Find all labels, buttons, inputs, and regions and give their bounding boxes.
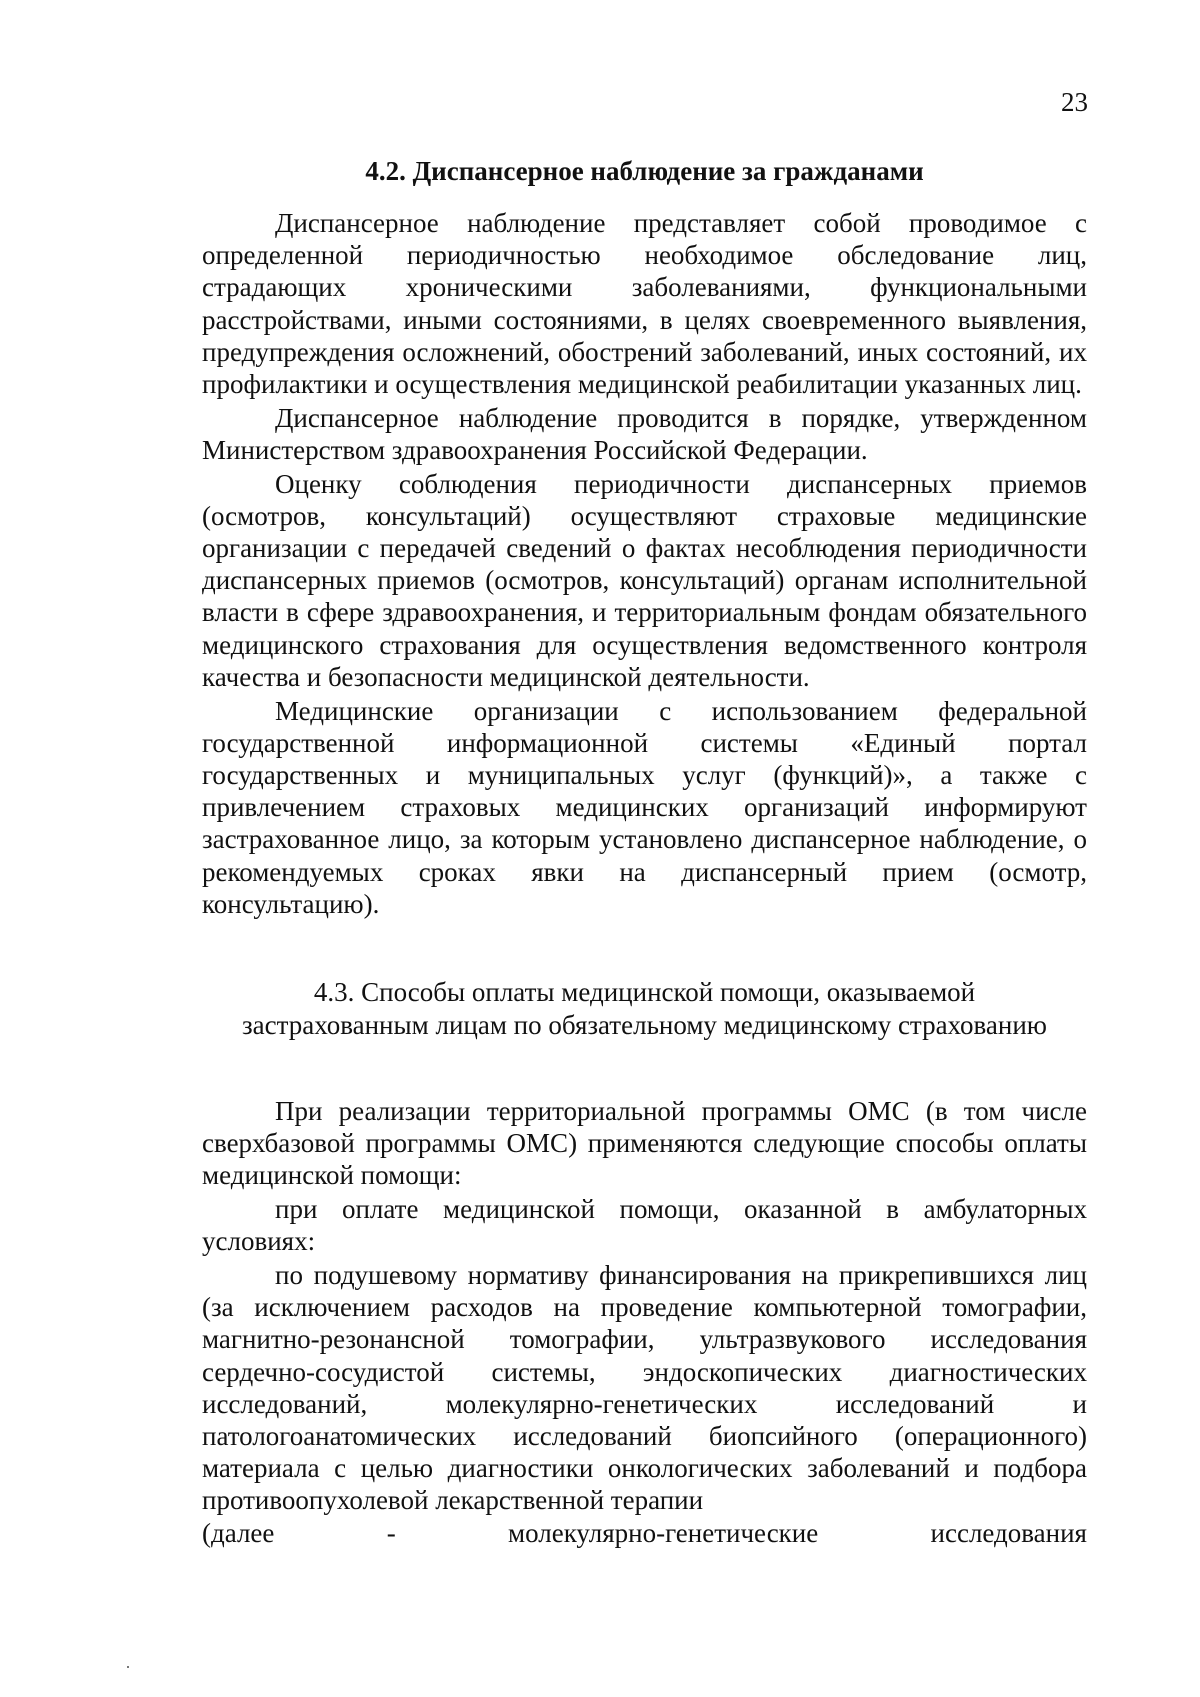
paragraph-payment-methods-intro: При реализации территориальной программы ОМС (в том числе сверхбазовой программы ОМС) применяются следующие способы оплаты медицинской помощи:: [202, 1095, 1087, 1191]
section-heading-4-3-line-1: 4.3. Способы оплаты медицинской помощи, оказываемой: [313, 976, 976, 1007]
scan-speck: [127, 1666, 129, 1668]
document-body: [202, 155, 1087, 1549]
paragraph-dispensary-definition: Диспансерное наблюдение представляет собой проводимое с определенной периодичностью необходимое обследование лиц, страдающих хроническими заболеваниями, функциональными расстройствами, иными состояниями, в целях своевременного выявления, предупреждения осложнений, обострений заболеваний, иных состояний, их профилактики и осуществления медицинской реабилитации указанных лиц.: [202, 208, 1087, 400]
paragraph-outpatient-payment: при оплате медицинской помощи, оказанной в амбулаторных условиях:: [202, 1194, 1087, 1257]
section-heading-4-3-line-2: застрахованным лицам по обязательному медицинскому страхованию: [242, 1009, 1047, 1040]
last-line-word-2: молекулярно-генетические: [508, 1517, 819, 1548]
section-heading-4-3: [202, 976, 1087, 1042]
last-line-dash: -: [386, 1517, 396, 1548]
paragraph-dispensary-assessment: Оценку соблюдения периодичности диспансерных приемов (осмотров, консультаций) осуществляют страховые медицинские организации с передачей сведений о фактах несоблюдения периодичности диспансерных приемов (осмотров, консультаций) органам исполнительной власти в сфере здравоохранения, и территориальным фондам обязательного медицинского страхования для осуществления ведомственного контроля качества и безопасности медицинской деятельности.: [202, 468, 1087, 692]
paragraph-dispensary-informing: Медицинские организации с использованием федеральной государственной информационной системы «Единый портал государственных и муниципальных услуг (функций)», а также с привлечением страховых медицинских организаций информируют застрахованное лицо, за которым установлено диспансерное наблюдение, о рекомендуемых сроках явки на диспансерный прием (осмотр, консультацию).: [202, 695, 1087, 919]
paragraph-dispensary-procedure: Диспансерное наблюдение проводится в порядке, утвержденном Министерством здравоохранения Российской Федерации.: [202, 402, 1087, 465]
last-line: [202, 1517, 1087, 1549]
last-line-word-3: исследования: [930, 1517, 1087, 1548]
last-line-word-1: (далее: [202, 1517, 275, 1548]
section-heading-4-2: 4.2. Диспансерное наблюдение за гражданами: [365, 156, 924, 186]
page-number: 23: [1061, 87, 1088, 117]
paragraph-per-capita-norm: по подушевому нормативу финансирования на прикрепившихся лиц (за исключением расходов на проведение компьютерной томографии, магнитно-резонансной томографии, ультразвукового исследования сердечно-сосудистой системы, эндоскопических диагностических исследований, молекулярно-генетических исследований и патологоанатомических исследований биопсийного (операционного) материала с целью диагностики онкологических заболеваний и подбора противоопухолевой лекарственной терапии: [202, 1259, 1087, 1516]
